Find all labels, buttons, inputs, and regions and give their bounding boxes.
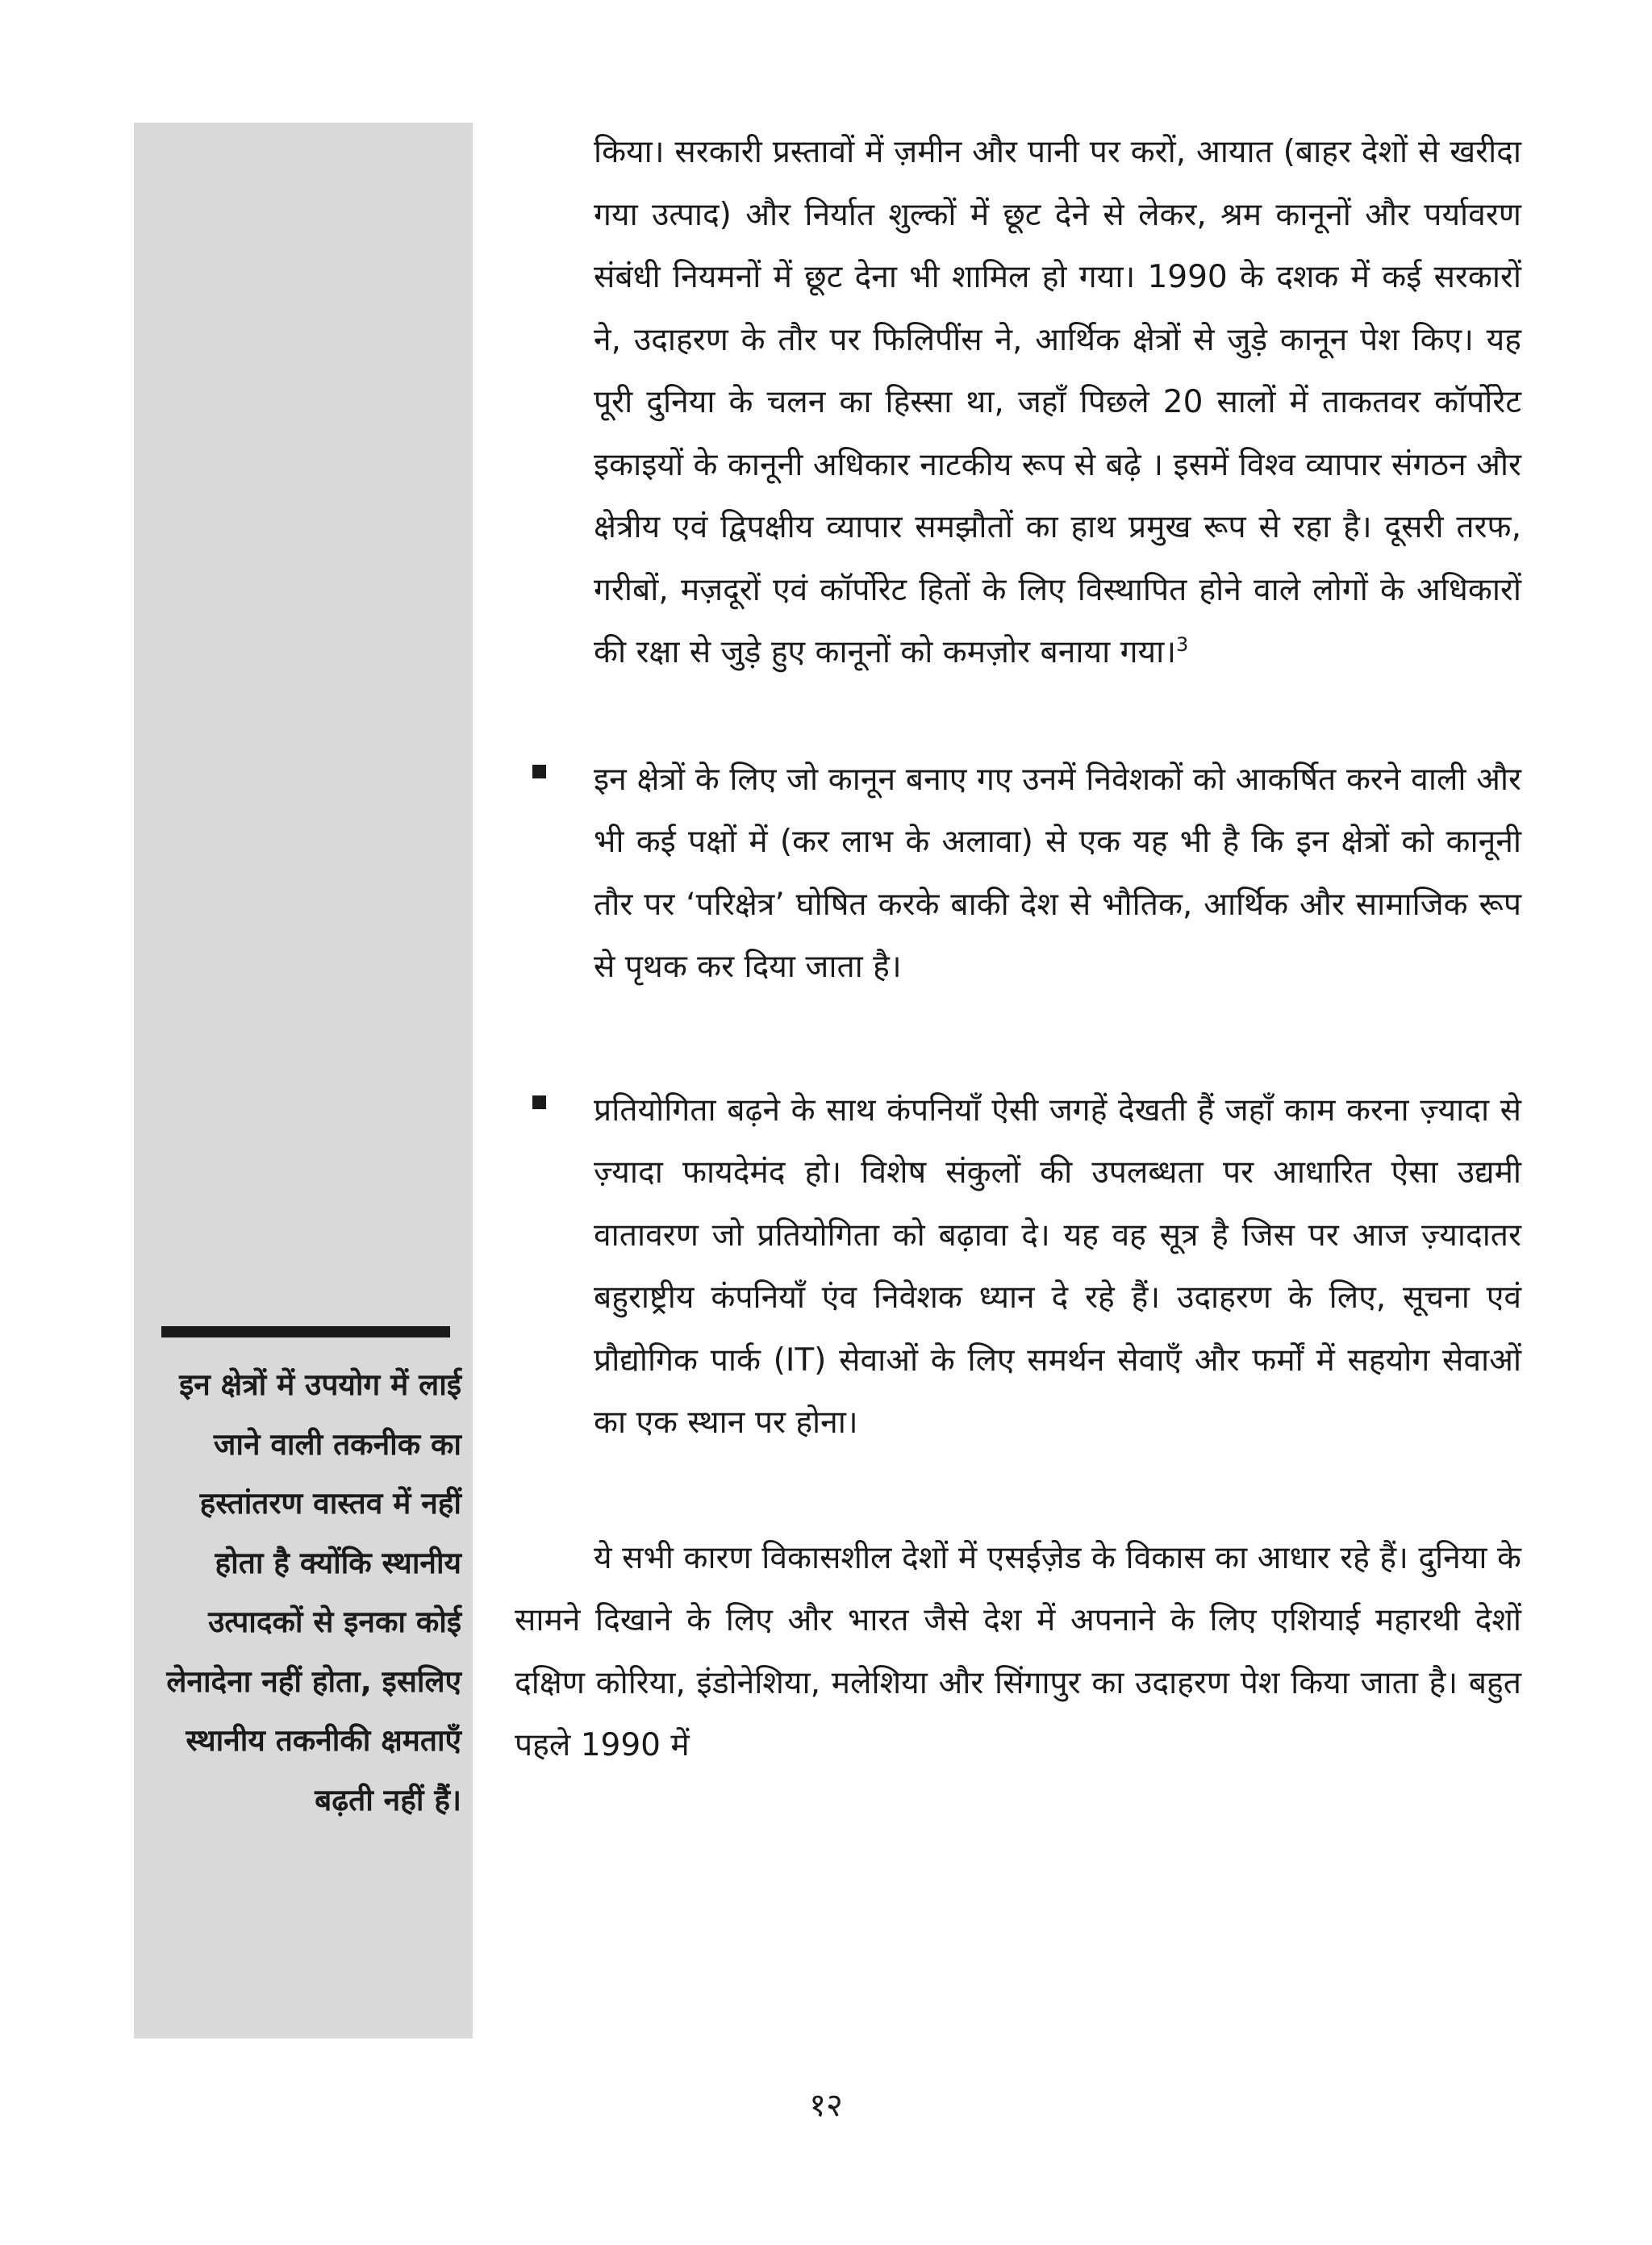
- main-text-column: [515, 121, 1521, 1777]
- sidebar-pull-quote: इन क्षेत्रों में उपयोग में लाई जाने वाली तकनीक का हस्तांतरण वास्तव में नहीं होता है क्योंकि स्थानीय उत्पादकों से इनका कोई लेनादेना नहीं होता, इसलिए स्थानीय तकनीकी क्षमताएँ बढ़ती नहीं हैं।: [166, 1367, 461, 1817]
- square-bullet-icon: [532, 765, 546, 778]
- bullet-item: [594, 749, 1521, 999]
- continuation-paragraph: [594, 121, 1521, 684]
- bullet-text: इन क्षेत्रों के लिए जो कानून बनाए गए उनमें निवेशकों को आकर्षित करने वाली और भी कई पक्षों में (कर लाभ के अलावा) से एक यह भी है कि इन क्षेत्रों को कानूनी तौर पर ‘परिक्षेत्र’ घोषित करके बाकी देश से भौतिक, आर्थिक और सामाजिक रूप से पृथक कर दिया जाता है।: [594, 761, 1521, 985]
- page-number: १२: [809, 2087, 843, 2124]
- bullet-item: [594, 1079, 1521, 1454]
- footnote-reference: 3: [1176, 633, 1189, 656]
- sidebar-divider: [161, 1326, 450, 1337]
- closing-paragraph: ये सभी कारण विकासशील देशों में एसईज़ेड के विकास का आधार रहे हैं। दुनिया के सामने दिखाने के लिए और भारत जैसे देश में अपनाने के लिए एशियाई महारथी देशों दक्षिण कोरिया, इंडोनेशिया, मलेशिया और सिंगापुर का उदाहरण पेश किया जाता है। बहुत पहले 1990 में: [515, 1539, 1521, 1763]
- bullet-text: प्रतियोगिता बढ़ने के साथ कंपनियाँ ऐसी जगहें देखती हैं जहाँ काम करना ज़्यादा से ज़्यादा फायदेमंद हो। विशेष संकुलों की उपलब्धता पर आधारित ऐसा उद्यमी वातावरण जो प्रतियोगिता को बढ़ावा दे। यह वह सूत्र है जिस पर आज ज़्यादातर बहुराष्ट्रीय कंपनियाँ एंव निवेशक ध्यान दे रहे हैं। उदाहरण के लिए, सूचना एवं प्रौद्योगिक पार्क (IT) सेवाओं के लिए समर्थन सेवाएँ और फर्मों में सहयोग सेवाओं का एक स्थान पर होना।: [594, 1091, 1521, 1441]
- continuation-text: किया। सरकारी प्रस्तावों में ज़मीन और पानी पर करों, आयात (बाहर देशों से खरीदा गया उत्पाद) और निर्यात शुल्कों में छूट देने से लेकर, श्रम कानूनों और पर्यावरण संबंधी नियमनों में छूट देना भी शामिल हो गया। 1990 के दशक में कई सरकारों ने, उदाहरण के तौर पर फिलिपींस ने, आर्थिक क्षेत्रों से जुड़े कानून पेश किए। यह पूरी दुनिया के चलन का हिस्सा था, जहाँ पिछले 20 सालों में ताकतवर कॉर्पोरेट इकाइयों के कानूनी अधिकार नाटकीय रूप से बढ़े । इसमें विश्व व्यापार संगठन और क्षेत्रीय एवं द्विपक्षीय व्यापार समझौतों का हाथ प्रमुख रूप से रहा है। दूसरी तरफ, गरीबों, मज़दूरों एवं कॉर्पोरेट हितों के लिए विस्थापित होने वाले लोगों के अधिकारों की रक्षा से जुड़े हुए कानूनों को कमज़ोर बनाया गया।: [594, 134, 1521, 670]
- square-bullet-icon: [532, 1095, 546, 1109]
